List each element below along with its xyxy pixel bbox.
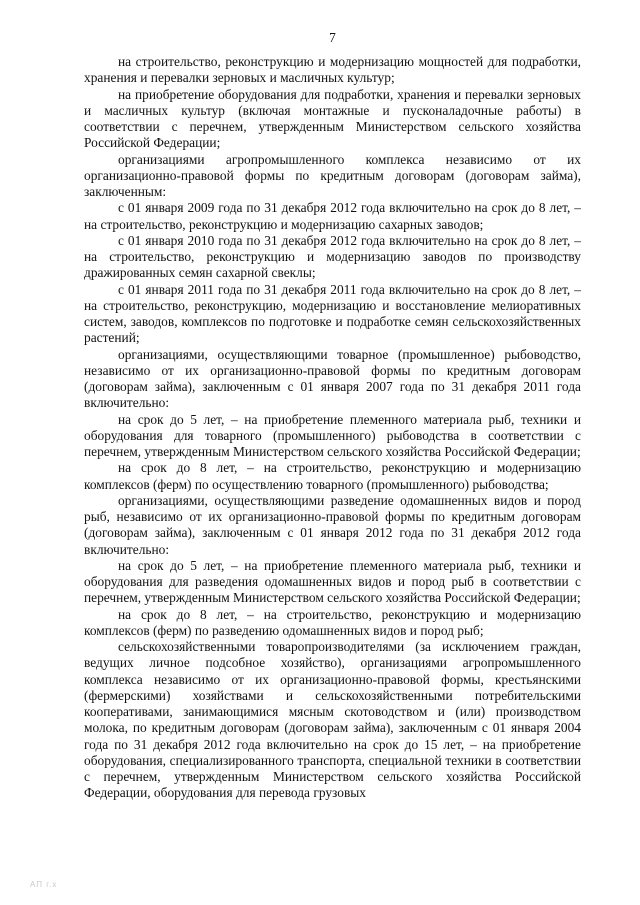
paragraph-livestock-producers: сельскохозяйственными товаропроизводителями (за исключением граждан, ведущих личное подсобное хозяйство), организациями агропромышленного комплекса независимо от их организационно-правовой формы, крестьянскими (фермерскими) хозяйствами и сельскохозяйственными потребительскими кооперативами, занимающимися мясным скотоводством и (или) производством молока, по кредитным договорам (договорам займа), заключенным с 01 января 2004 года по 31 декабря 2012 года включительно на срок до 15 лет, – на приобретение оборудования, специализированного транспорта, специальной техники в соответствии с перечнем, утвержденным Министерством сельского хозяйства Российской Федерации, оборудования для перевода грузовых (84, 639, 581, 801)
paragraph-fish-farming-5-years: на срок до 5 лет, – на приобретение племенного материала рыб, техники и оборудования для товарного (промышленного) рыбоводства в соответствии с перечнем, утвержденным Министерством сельского хозяйства Российской Федерации; (84, 411, 581, 459)
paragraph-agro-organizations: организациями агропромышленного комплекса независимо от их организационно-правовой формы по кредитным договорам (договорам займа), заключенным: (84, 151, 581, 199)
paragraph-fish-farming-8-years: на срок до 8 лет, – на строительство, реконструкцию и модернизацию комплексов (ферм) по осуществлению товарного (промышленного) рыбоводства; (84, 460, 581, 492)
paragraph-sugar-beet-seeds: с 01 января 2010 года по 31 декабря 2012 года включительно на срок до 8 лет, – на строительство, реконструкцию и модернизацию заводов по производству дражированных семян сахарной свеклы; (84, 232, 581, 281)
paragraph-grain-equipment: на приобретение оборудования для подработки, хранения и перевалки зерновых и масличных культур (включая монтажные и пусконаладочные работы) в соответствии с перечнем, утвержденным Министерством сельского хозяйства Российской Федерации; (84, 86, 581, 151)
paragraph-sugar-plants: с 01 января 2009 года по 31 декабря 2012 года включительно на срок до 8 лет, – на строительство, реконструкцию и модернизацию сахарных заводов; (84, 200, 581, 232)
page-number: 7 (329, 30, 336, 45)
paragraph-grain-facilities: на строительство, реконструкцию и модернизацию мощностей для подработки, хранения и перевалки зерновых и масличных культур; (84, 54, 581, 86)
paragraph-fish-breeding-5-years: на срок до 5 лет, – на приобретение племенного материала рыб, техники и оборудования для разведения одомашненных видов и пород рыб в соответствии с перечнем, утвержденным Министерством сельского хозяйства Российской Федерации; (84, 557, 581, 606)
paragraph-fish-breeding-orgs: организациями, осуществляющими разведение одомашненных видов и пород рыб, независимо от их организационно-правовой формы по кредитным договорам (договорам займа), заключенным с 01 января 2012 года по 31 декабря 2012 года включительно: (84, 492, 581, 557)
paragraph-melioration: с 01 января 2011 года по 31 декабря 2011 года включительно на срок до 8 лет, – на строительство, реконструкцию, модернизацию и восстановление мелиоративных систем, заводов, комплексов по подготовке и подработке семян сельскохозяйственных растений; (84, 281, 581, 346)
paragraph-fish-farming-orgs: организациями, осуществляющими товарное (промышленное) рыбоводство, независимо от их организационно-правовой формы по кредитным договорам (договорам займа), заключенным с 01 января 2007 года по 31 декабря 2011 года включительно: (84, 346, 581, 411)
paragraph-fish-breeding-8-years: на срок до 8 лет, – на строительство, реконструкцию и модернизацию комплексов (ферм) по разведению одомашненных видов и пород рыб; (84, 606, 581, 638)
document-page (84, 30, 581, 802)
footer-mark: АП г.х (30, 880, 58, 889)
